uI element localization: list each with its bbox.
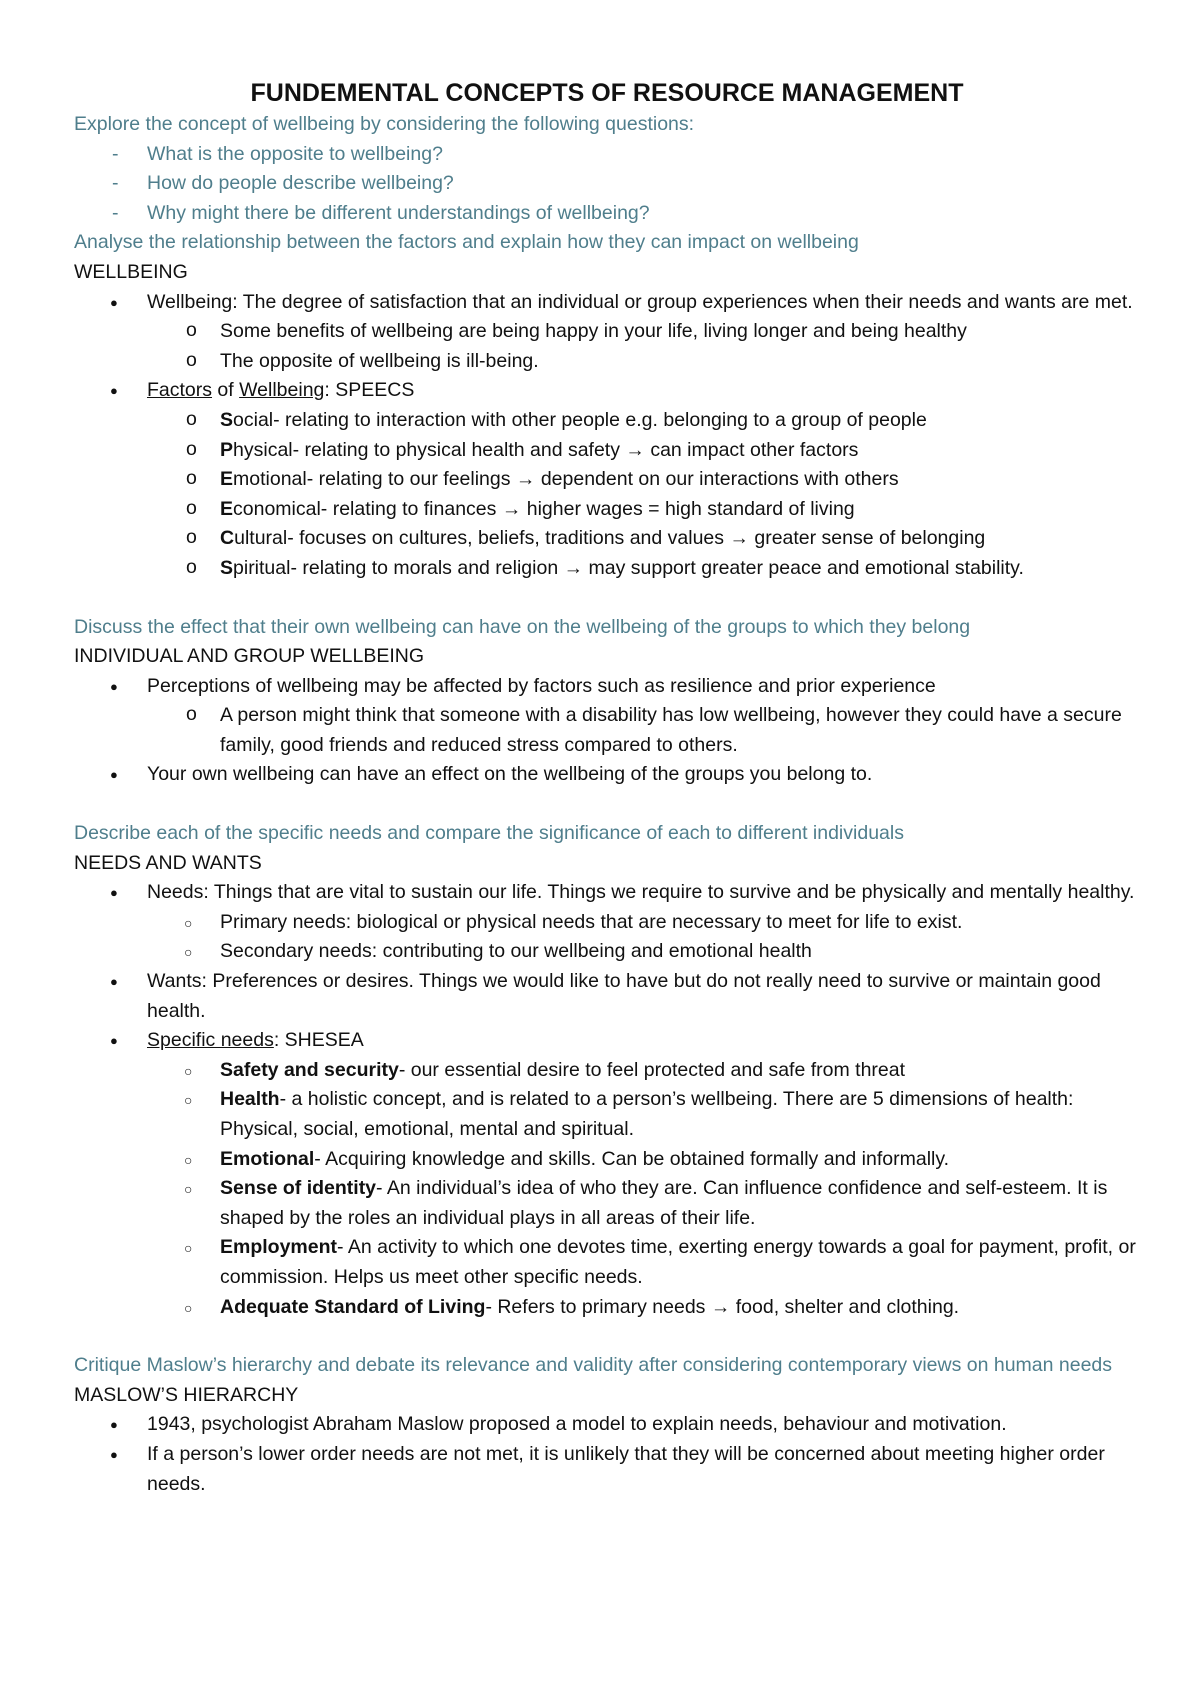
factor-letter: S (220, 408, 234, 431)
specific-need-item (74, 1174, 1140, 1233)
perceptions-text: Perceptions of wellbeing may be affected by factors such as resilience and prior experience (147, 674, 936, 697)
describe-question: Describe each of the specific needs and compare the significance of each to different individuals (74, 822, 904, 845)
sub-list-item: ○ Secondary needs: contributing to our wellbeing and emotional health (74, 937, 1140, 967)
factor-text: ocial- relating to interaction with other people e.g. belonging to a group of people (233, 408, 927, 431)
factor-letter: P (220, 438, 234, 461)
list-item (74, 1026, 1140, 1322)
speecs-label: : SPEECS (324, 379, 415, 402)
factor-item (74, 436, 1140, 466)
specific-need-term: Adequate Standard of Living (220, 1295, 486, 1318)
factor-item (74, 554, 1140, 584)
section-heading-maslow: MASLOW’S HIERARCHY (74, 1383, 299, 1406)
specific-need-term: Sense of identity (220, 1177, 377, 1200)
factors-list (147, 406, 1140, 584)
spacer (74, 584, 1140, 613)
factor-letter: E (220, 497, 234, 520)
needs-text: Needs: Things that are vital to sustain our life. Things we require to survive and be physically and mentally healthy. (147, 881, 1135, 904)
needs-sub-list (147, 908, 1140, 967)
specific-needs-label: Specific needs (147, 1029, 274, 1052)
sub-list (147, 317, 1140, 376)
specific-need-term: Safety and security (220, 1058, 399, 1081)
factor-letter: E (220, 468, 234, 491)
question-list (74, 140, 1140, 229)
shesea-label: : SHESEA (273, 1029, 364, 1052)
question-item: - Why might there be different understandings of wellbeing? (74, 199, 1140, 229)
factor-item (74, 524, 1140, 554)
list-item: ● If a person’s lower order needs are not met, it is unlikely that they will be concerned about meeting higher order needs. (74, 1440, 1140, 1499)
specific-need-item (74, 1293, 1140, 1323)
spacer (74, 1322, 1140, 1351)
list-item (74, 376, 1140, 583)
specific-need-text: - a holistic concept, and is related to a person’s wellbeing. There are 5 dimensions of health: Physical, social, emotional, mental and spiritual. (220, 1088, 1074, 1140)
specific-need-term: Employment (220, 1236, 338, 1259)
wellbeing-label: Wellbeing (239, 379, 325, 402)
spacer (74, 790, 1140, 819)
critique-question: Critique Maslow’s hierarchy and debate its relevance and validity after considering contemporary views on human needs (74, 1354, 1113, 1377)
sub-list-item: o Some benefits of wellbeing are being happy in your life, living longer and being healthy (74, 317, 1140, 347)
specific-need-term: Health (220, 1088, 280, 1111)
sub-list-item: o A person might think that someone with a disability has low wellbeing, however they could have a secure family, good friends and reduced stress compared to others. (74, 701, 1140, 760)
sub-list (147, 701, 1140, 760)
factor-text: hysical- relating to physical health and safety → can impact other factors (233, 438, 859, 461)
specific-need-item (74, 1233, 1140, 1292)
question-item: - What is the opposite to wellbeing? (74, 140, 1140, 170)
needs-wants-list (74, 878, 1140, 1322)
wellbeing-list (74, 288, 1140, 584)
list-item: ● Your own wellbeing can have an effect on the wellbeing of the groups you belong to. (74, 760, 1140, 790)
specific-need-item (74, 1085, 1140, 1144)
list-item (74, 672, 1140, 761)
specific-need-item (74, 1145, 1140, 1175)
factor-item (74, 495, 1140, 525)
individual-group-list (74, 672, 1140, 790)
section-heading-needs-wants: NEEDS AND WANTS (74, 851, 262, 874)
sub-list-item: ○ Primary needs: biological or physical needs that are necessary to meet for life to exist. (74, 908, 1140, 938)
factor-text: ultural- focuses on cultures, beliefs, traditions and values → greater sense of belonging (234, 527, 986, 550)
specific-need-term: Emotional (220, 1147, 315, 1170)
sub-list-item: o The opposite of wellbeing is ill-being. (74, 347, 1140, 377)
list-item: ● 1943, psychologist Abraham Maslow proposed a model to explain needs, behaviour and motivation. (74, 1410, 1140, 1440)
specific-need-text: - our essential desire to feel protected and safe from threat (398, 1058, 906, 1081)
list-item (74, 878, 1140, 967)
specific-need-text: - Refers to primary needs → food, shelter and clothing. (485, 1295, 960, 1318)
factor-text: conomical- relating to finances → higher wages = high standard of living (233, 497, 855, 520)
factor-item (74, 465, 1140, 495)
question-item: - How do people describe wellbeing? (74, 169, 1140, 199)
specific-need-text: - An individual’s idea of who they are. Can influence confidence and self-esteem. It is shaped by the roles an individual plays in all areas of their life. (220, 1177, 1108, 1229)
discuss-question: Discuss the effect that their own wellbeing can have on the wellbeing of the groups to which they belong (74, 615, 971, 638)
wellbeing-definition: Wellbeing: The degree of satisfaction that an individual or group experiences when their needs and wants are met. (147, 290, 1133, 313)
explore-question: Explore the concept of wellbeing by considering the following questions: (74, 113, 695, 135)
factor-text: piritual- relating to morals and religion → may support greater peace and emotional stability. (233, 556, 1024, 579)
list-item: ● Wants: Preferences or desires. Things we would like to have but do not really need to survive or maintain good health. (74, 967, 1140, 1026)
factor-letter: S (220, 556, 234, 579)
section-heading-wellbeing: WELLBEING (74, 260, 188, 283)
maslow-list (74, 1410, 1140, 1499)
factors-of: of (212, 379, 240, 402)
list-item (74, 288, 1140, 377)
factor-text: motional- relating to our feelings → dependent on our interactions with others (233, 468, 899, 491)
section-heading-individual-group: INDIVIDUAL AND GROUP WELLBEING (74, 645, 425, 668)
analyse-question: Analyse the relationship between the factors and explain how they can impact on wellbeing (74, 231, 859, 254)
specific-needs-list (147, 1056, 1140, 1322)
factor-item (74, 406, 1140, 436)
factor-letter: C (220, 527, 235, 550)
factors-label: Factors (147, 379, 213, 402)
document-title: FUNDEMENTAL CONCEPTS OF RESOURCE MANAGEMENT (250, 79, 964, 107)
specific-need-item (74, 1056, 1140, 1086)
specific-need-text: - An activity to which one devotes time, exerting energy towards a goal for payment, profit, or commission. Helps us meet other specific needs. (220, 1236, 1136, 1288)
specific-need-text: - Acquiring knowledge and skills. Can be obtained formally and informally. (314, 1147, 950, 1170)
